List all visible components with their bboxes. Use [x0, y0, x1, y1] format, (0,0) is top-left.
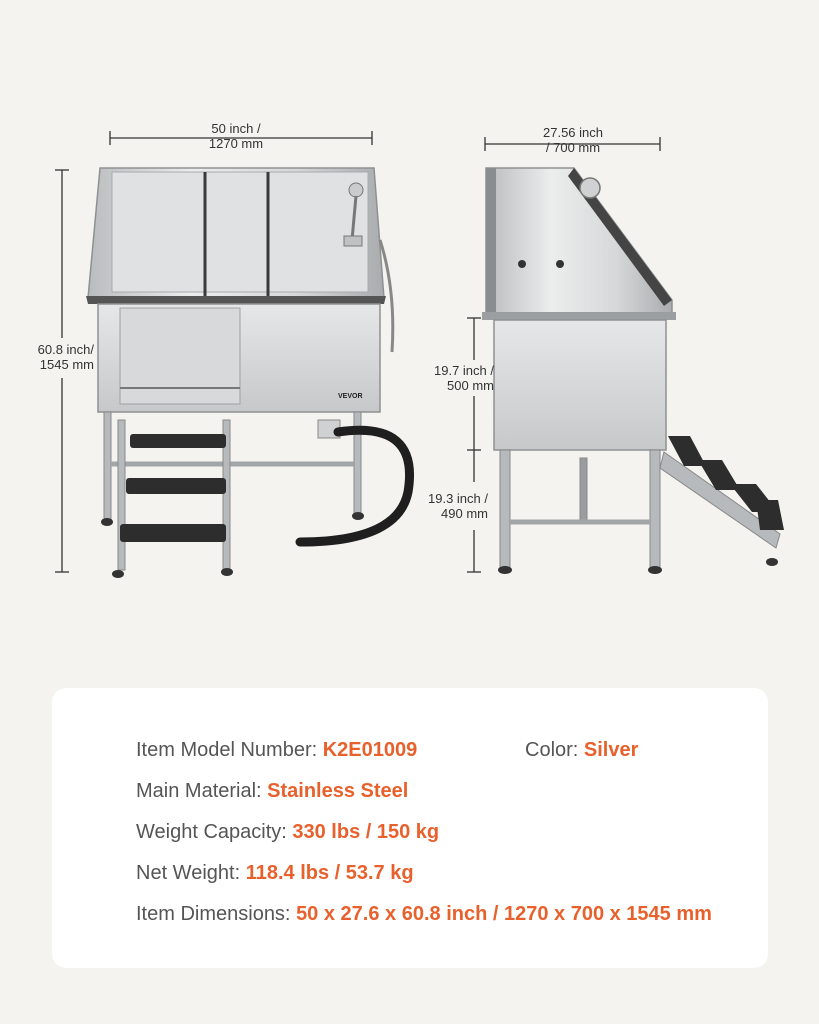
side-leg-height-mm: 490 mm — [441, 506, 488, 521]
side-view-tub — [482, 168, 784, 574]
material-label: Main Material: — [136, 780, 268, 802]
front-height-inch: 60.8 inch/ — [37, 342, 94, 357]
front-width-label — [196, 121, 276, 151]
material-row — [136, 779, 408, 803]
side-depth-label — [530, 125, 616, 155]
color-label: Color: — [525, 739, 584, 761]
net-weight-label: Net Weight: — [136, 862, 246, 884]
front-height-mm: 1545 mm — [39, 357, 94, 372]
side-tub-height-mm: 500 mm — [447, 378, 494, 393]
net-weight-value: 118.4 lbs / 53.7 kg — [245, 862, 414, 884]
side-depth-inch: 27.56 inch — [543, 125, 603, 140]
front-width-inch: 50 inch / — [211, 121, 261, 136]
item-dimensions-label: Item Dimensions: — [136, 903, 297, 925]
color-value: Silver — [583, 739, 639, 761]
weight-capacity-label: Weight Capacity: — [136, 821, 293, 843]
material-value: Stainless Steel — [267, 780, 409, 802]
side-depth-mm: / 700 mm — [545, 140, 601, 155]
front-width-mm: 1270 mm — [208, 136, 264, 151]
front-view-tub — [86, 168, 410, 578]
side-leg-height-label — [404, 491, 488, 521]
side-tub-height-inch: 19.7 inch / — [434, 363, 494, 378]
item-dimensions-row — [136, 902, 712, 926]
model-number-row — [136, 738, 417, 762]
item-dimensions-value: 50 x 27.6 x 60.8 inch / 1270 x 700 x 1545 mm — [296, 903, 712, 925]
weight-capacity-value: 330 lbs / 150 kg — [292, 821, 440, 843]
color-row — [525, 738, 638, 762]
brand-plate: VEVOR — [338, 393, 363, 400]
weight-capacity-row — [136, 820, 439, 844]
net-weight-row — [136, 861, 414, 885]
front-height-label — [10, 342, 94, 372]
side-height-dimension — [467, 318, 481, 572]
model-number-label: Item Model Number: — [136, 739, 323, 761]
side-tub-height-label — [412, 363, 494, 393]
side-leg-height-inch: 19.3 inch / — [428, 491, 488, 506]
spec-card — [52, 688, 768, 968]
model-number-value: K2E01009 — [322, 739, 418, 761]
